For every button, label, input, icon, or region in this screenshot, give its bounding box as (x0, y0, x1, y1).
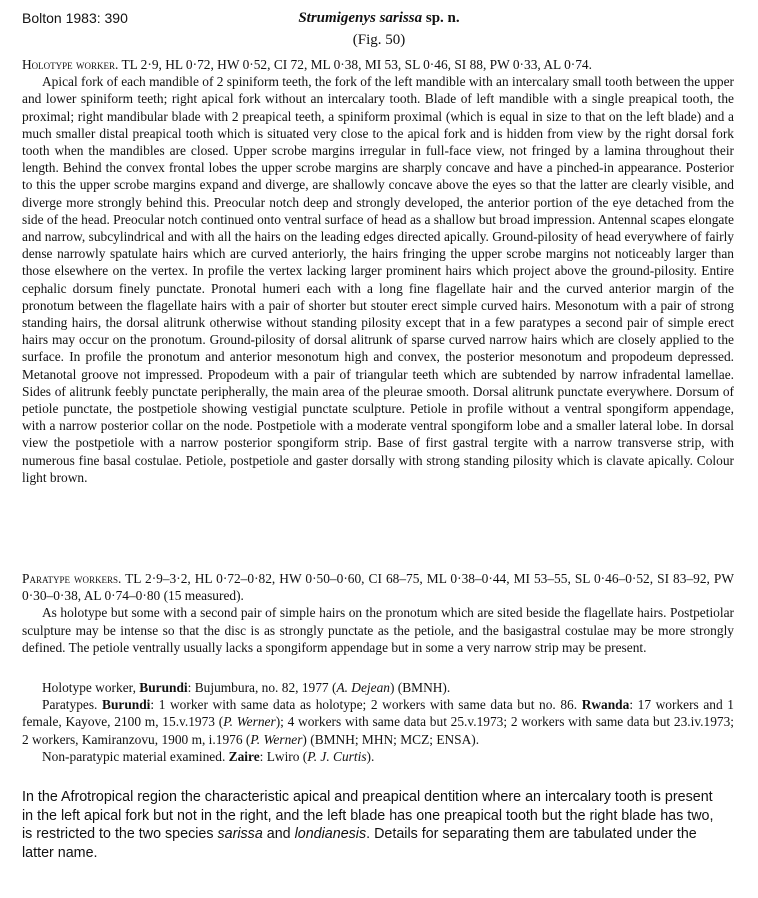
species-status: sp. n. (422, 10, 460, 26)
paratype-country-2: Rwanda (581, 697, 630, 713)
paratype-material (22, 696, 734, 748)
comparison-note-text (22, 788, 722, 862)
paratype-section (22, 570, 734, 656)
note-species-2: londianesis (294, 826, 367, 842)
paratype-label: Paratype workers. (22, 571, 122, 586)
species-name: Strumigenys sarissa (298, 10, 423, 26)
note-species-1: sarissa (217, 826, 263, 842)
paratype-text-4: ) (BMNH; MHN; MCZ; ENSA). (302, 731, 480, 747)
figure-reference: (Fig. 50) (352, 32, 406, 48)
holotype-measurements: TL 2·9, HL 0·72, HW 0·52, CI 72, ML 0·38, MI 53, SL 0·46, SI 88, PW 0·33, AL 0·74. (118, 57, 592, 72)
comparison-note (22, 788, 722, 862)
holotype-material-prefix: Holotype worker, (42, 680, 140, 695)
nonparatypic-locality: : Lwiro ( (259, 748, 308, 764)
paratype-material-prefix: Paratypes. (42, 697, 103, 713)
holotype-collector: A. Dejean (336, 680, 390, 695)
holotype-description: Apical fork of each mandible of 2 spiniform teeth, the fork of the left mandible with an intercalary small tooth between the upper and lower spiniform teeth; right apical fork without an intercalary tooth. Blade of left mandible with a single preapical tooth, the proximal; right mandibular blade with 2 preapical teeth, a spiniform proximal (which is equal in size to that on the left blade) and a much smaller distal preapical tooth which is situated very close to the apical fork and is hidden from view by the right dorsal fork tooth when the mandibles are closed. Upper scrobe margins irregular in full-face view, not fringed by a lamina throughout their length. Behind the convex frontal lobes the upper scrobe margins are sharply concave and have a pinched-in appearance. Posterior to this the upper scrobe margins expand and diverge, are shallowly concave above the eyes so that the latter are clearly visible, and diverge more strongly behind this. Preocular notch deep and strongly developed, the anterior portion of the eye detached from the side of the head. Preocular notch continued onto ventral surface of head as a shallow but broad impression. Antennal scapes elongate and narrow, subcylindrical and with all the hairs on the leading edges directed apically. Ground-pilosity of head everywhere of fairly dense narrowly spatulate hairs which are curved anteriorly, the hairs fringing the upper scrobe margins not noticeably larger than those elsewhere on the vertex. In profile the vertex lacking larger prominent hairs which project above the ground-pilosity. Entire cephalic dorsum finely punctate. Pronotal humeri each with a long fine flagellate hair and the curved anterior margin of the pronotum between the flagellate hairs with a pair of shorter but stouter erect simple curved hairs. Mesonotum with a pair of strong standing hairs, the dorsal alitrunk otherwise without standing pilosity except that in a few paratypes a second pair of simple erect hairs may occur on the pronotum. Ground-pilosity of dorsal alitrunk of sparse curved narrow hairs which are closely applied to the surface. In profile the pronotum and anterior mesonotum high and convex, the posterior mesonotum and propodeum depressed. Metanotal groove not impressed. Propodeum with a pair of triangular teeth which are subtended by narrow infradental lamellae. Sides of alitrunk feebly punctate peripherally, the main area of the pleurae smooth. Dorsal alitrunk punctate everywhere. Dorsum of petiole punctate, the postpetiole showing vestigial punctate sculpture. Petiole in profile without a ventral spongiform appendage, with a narrow posterior collar on the node. Postpetiole with a moderate ventral spongiform lobe and a smaller lateral lobe. In dorsal view the postpetiole with a narrow posterior spongiform strip. Base of first gastral tergite with a narrow transverse strip, with numerous fine basal costulae. Petiole, postpetiole and gaster dorsally with strong standing pilosity which is clavate apically. Colour light brown. (22, 74, 734, 485)
holotype-material (22, 679, 734, 696)
paratype-description: As holotype but some with a second pair of simple hairs on the pronotum which are sited beside the flagellate hairs. Postpetiolar sculpture may be intense so that the disc is as strongly punctate as the petiole, and the basigastral costulae may be more strongly defined. The petiole ventrally usually lacks a spongiform appendage but in some a very narrow strip may be present. (22, 605, 734, 655)
species-title (0, 10, 758, 27)
paratype-text-3: ); 4 workers with same data but 25.v.1973; 2 workers with same data but 23.iv.1973; 2 workers, Kamiranzovu, 1900 m, i.1976 ( (22, 714, 735, 747)
nonparatypic-country: Zaire (228, 748, 260, 764)
paratype-country-1: Burundi (102, 697, 151, 713)
holotype-country: Burundi (139, 680, 188, 695)
nonparatypic-collector: P. J. Curtis (307, 748, 367, 764)
holotype-measurements-line (22, 56, 734, 73)
holotype-label: Holotype worker. (22, 57, 119, 72)
note-text-3: . Details for separating them are tabulated under the latter name. (22, 826, 697, 861)
nonparatypic-end: ). (366, 748, 375, 764)
citation-label: Bolton 1983: 390 (22, 10, 128, 26)
paratype-collector-2: P. Werner (250, 731, 303, 747)
holotype-section (22, 56, 734, 486)
nonparatypic-material (22, 748, 734, 765)
note-text-2: and (262, 826, 295, 842)
holotype-repository: ) (BMNH). (389, 680, 451, 695)
paratype-measurements: TL 2·9–3·2, HL 0·72–0·82, HW 0·50–0·60, CI 68–75, ML 0·38–0·44, MI 53–55, SL 0·46–0·52, SI 83–92, PW 0·30–0·38, AL 0·74–0·80 (15 measured). (22, 571, 734, 604)
note-text-1: In the Afrotropical region the characteristic apical and preapical dentition where an intercalary tooth is present in the left apical fork but not in the right, and the left blade has one preapical tooth but the right blade has two, is restricted to the two species (22, 789, 714, 842)
paratype-measurements-line (22, 570, 734, 604)
material-section (22, 679, 734, 765)
nonparatypic-prefix: Non-paratypic material examined. (42, 748, 229, 764)
paratype-collector-1: P. Werner (223, 714, 276, 730)
paratype-text-2: : 17 workers and 1 female, Kayove, 2100 m, 15.v.1973 ( (22, 697, 734, 730)
holotype-locality: : Bujumbura, no. 82, 1977 ( (187, 680, 337, 695)
paratype-text-1: : 1 worker with same data as holotype; 2 workers with same data but no. 86. (150, 697, 582, 713)
